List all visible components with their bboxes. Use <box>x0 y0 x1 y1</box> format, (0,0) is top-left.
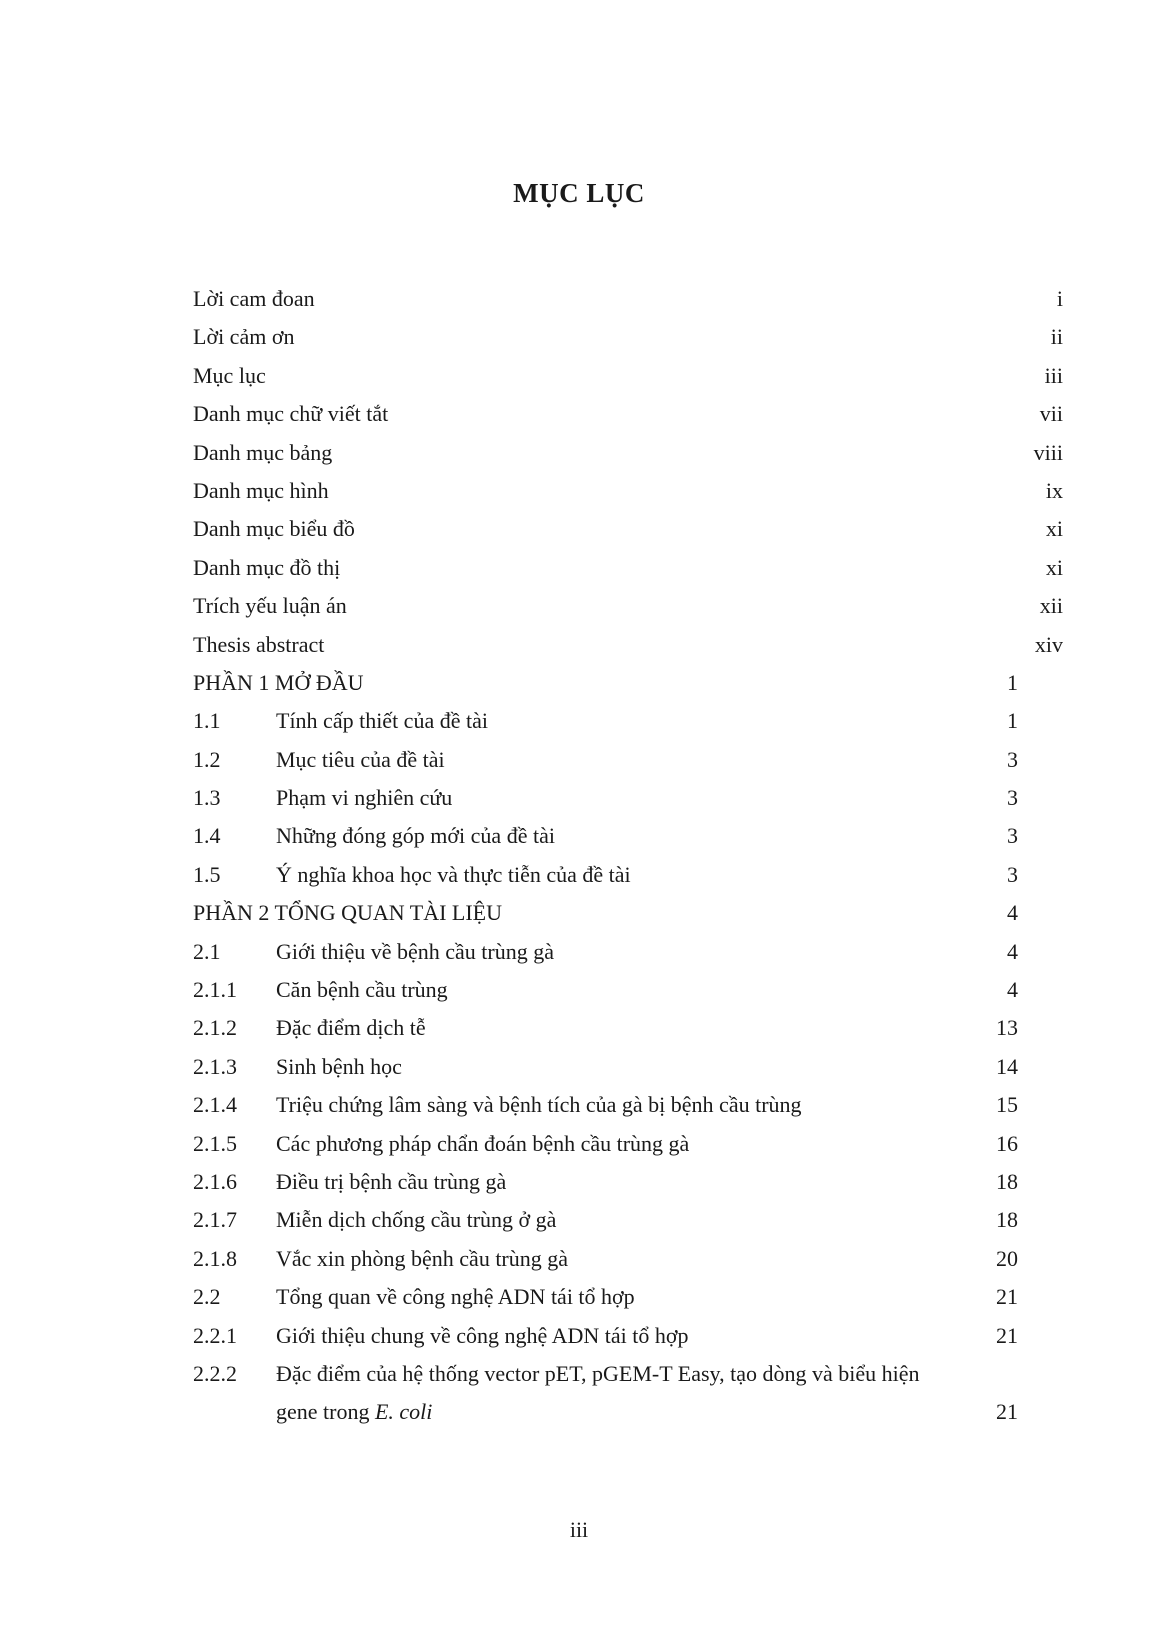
toc-entry-text: Căn bệnh cầu trùng <box>276 977 448 1003</box>
toc-entry-page: vii <box>1039 401 1063 427</box>
toc-entry-page: 13 <box>996 1015 1018 1041</box>
toc-entry-number: 2.2.1 <box>193 1322 237 1348</box>
toc-entry <box>193 779 1018 817</box>
toc-entry-number: 1.5 <box>193 861 221 887</box>
toc-entry-text: Giới thiệu về bệnh cầu trùng gà <box>276 938 554 964</box>
toc-entry <box>193 1009 1018 1047</box>
toc-entry-text: Giới thiệu chung về công nghệ ADN tái tổ hợp <box>276 1322 689 1348</box>
toc-entry <box>193 1201 1018 1239</box>
toc-entry-text: Mục lục <box>193 362 266 388</box>
toc-entry-page: i <box>1056 286 1063 311</box>
toc-entry-page: 1 <box>1007 708 1018 734</box>
toc-entry-text: Vắc xin phòng bệnh cầu trùng gà <box>276 1245 569 1271</box>
toc-entry <box>193 549 1063 587</box>
toc-entry-text: Trích yếu luận án <box>193 593 347 619</box>
toc-entry <box>193 357 1063 395</box>
toc-entry-text: Triệu chứng lâm sàng và bệnh tích của gà bị bệnh cầu trùng <box>276 1092 802 1118</box>
toc-entry-page: ii <box>1050 324 1063 350</box>
toc-entry-page: 20 <box>996 1245 1018 1271</box>
toc-entry-page: 3 <box>1007 823 1018 849</box>
toc-entry-number: 1.2 <box>193 746 221 772</box>
toc-entry-page: ix <box>1045 477 1063 503</box>
toc-entry <box>193 933 1018 971</box>
page-title: MỤC LỤC <box>513 178 645 208</box>
toc-entry <box>193 280 1063 318</box>
toc-entry-number: 2.1.1 <box>193 977 237 1003</box>
toc-entry-text: Những đóng góp mới của đề tài <box>276 823 555 849</box>
toc-entry-text-continued: gene trong E. coli <box>276 1399 433 1425</box>
toc-entry <box>193 1048 1018 1086</box>
toc-entry-page: 21 <box>996 1284 1018 1310</box>
toc-entry-number: 2.2.2 <box>193 1360 237 1386</box>
toc-entry-number: 1.3 <box>193 785 221 811</box>
toc-entry-number: 2.1.7 <box>193 1207 237 1233</box>
toc-entry <box>193 472 1063 510</box>
toc-entry-text: Danh mục biểu đồ <box>193 516 355 542</box>
toc-entry <box>193 434 1063 472</box>
toc-entry-number: 2.1.8 <box>193 1245 237 1271</box>
toc-entry-text: Danh mục hình <box>193 477 329 503</box>
toc-entry-text: Lời cảm ơn <box>193 324 295 350</box>
table-of-contents <box>193 280 1063 1432</box>
toc-entry-number: 1.4 <box>193 823 221 849</box>
toc-entry-page: 1 <box>1007 669 1018 695</box>
toc-entry <box>193 817 1018 855</box>
toc-entry-text: Sinh bệnh học <box>276 1053 402 1079</box>
toc-entry-page: 15 <box>996 1092 1018 1118</box>
toc-entry-text: Danh mục chữ viết tắt <box>193 401 389 427</box>
toc-entry <box>193 1086 1018 1124</box>
toc-entry-page: 14 <box>996 1053 1018 1079</box>
toc-entry-page: 18 <box>996 1168 1018 1194</box>
toc-entry-page: iii <box>1044 362 1063 388</box>
toc-entry-page: 3 <box>1007 746 1018 772</box>
toc-entry <box>193 741 1018 779</box>
toc-entry-text: Điều trị bệnh cầu trùng gà <box>276 1168 507 1194</box>
toc-entry-text: Thesis abstract <box>193 631 325 657</box>
toc-entry <box>193 971 1018 1009</box>
toc-entry-text: Lời cam đoan <box>193 286 315 311</box>
toc-entry-page: xi <box>1045 554 1063 580</box>
toc-entry-number: 2.1.3 <box>193 1053 237 1079</box>
toc-entry <box>193 318 1063 356</box>
toc-entry-page: 18 <box>996 1207 1018 1233</box>
toc-entry-page: 3 <box>1007 861 1018 887</box>
toc-entry-page: 3 <box>1007 785 1018 811</box>
toc-entry <box>193 856 1018 894</box>
toc-entry-page: 4 <box>1007 938 1018 964</box>
toc-entry-number: 2.1.6 <box>193 1168 237 1194</box>
toc-entry-page: 16 <box>996 1130 1018 1156</box>
toc-entry <box>193 587 1063 625</box>
toc-part-heading <box>193 664 1018 702</box>
toc-entry-text: Các phương pháp chẩn đoán bệnh cầu trùng gà <box>276 1130 690 1156</box>
toc-entry-number: 1.1 <box>193 708 221 734</box>
toc-entry-text: Đặc điểm của hệ thống vector pET, pGEM-T Easy, tạo dòng và biểu hiện <box>276 1360 920 1386</box>
toc-entry <box>193 1240 1018 1278</box>
toc-entry-text: Danh mục bảng <box>193 439 333 465</box>
toc-entry <box>193 395 1063 433</box>
page-number: iii <box>569 1517 589 1542</box>
toc-entry-text: Danh mục đồ thị <box>193 554 341 580</box>
toc-entry <box>193 626 1063 664</box>
toc-entry-number: 2.1 <box>193 938 221 964</box>
toc-entry <box>193 1355 1018 1432</box>
toc-entry-text: PHẦN 1 MỞ ĐẦU <box>193 669 364 695</box>
toc-entry-page: 4 <box>1007 900 1018 926</box>
toc-entry-number: 2.1.5 <box>193 1130 237 1156</box>
toc-entry-page: xi <box>1045 516 1063 542</box>
toc-part-heading <box>193 894 1018 932</box>
toc-entry-page: 4 <box>1007 977 1018 1003</box>
toc-entry-text: Tổng quan về công nghệ ADN tái tổ hợp <box>276 1284 635 1310</box>
toc-entry-page: 21 <box>996 1399 1018 1425</box>
toc-entry-number: 2.1.4 <box>193 1092 237 1118</box>
toc-entry <box>193 1125 1018 1163</box>
toc-entry-page: viii <box>1033 439 1063 465</box>
toc-entry-number: 2.2 <box>193 1284 221 1310</box>
toc-entry <box>193 510 1063 548</box>
toc-entry-text: Ý nghĩa khoa học và thực tiễn của đề tài <box>276 861 631 887</box>
toc-entry <box>193 1278 1018 1316</box>
toc-entry-page: xiv <box>1034 631 1063 657</box>
toc-entry-page: xii <box>1039 593 1063 619</box>
toc-entry-text: Tính cấp thiết của đề tài <box>276 708 488 734</box>
organism-name: E. coli <box>374 1399 433 1425</box>
toc-entry-text: Mục tiêu của đề tài <box>276 746 445 772</box>
toc-entry-number: 2.1.2 <box>193 1015 237 1041</box>
toc-entry-text: PHẦN 2 TỔNG QUAN TÀI LIỆU <box>193 900 502 926</box>
toc-entry-text: Đặc điểm dịch tễ <box>276 1015 426 1041</box>
toc-entry <box>193 702 1018 740</box>
toc-entry <box>193 1317 1018 1355</box>
toc-entry-text: Phạm vi nghiên cứu <box>276 785 453 811</box>
toc-entry <box>193 1163 1018 1201</box>
toc-entry-text: Miễn dịch chống cầu trùng ở gà <box>276 1207 557 1233</box>
toc-entry-page: 21 <box>996 1322 1018 1348</box>
